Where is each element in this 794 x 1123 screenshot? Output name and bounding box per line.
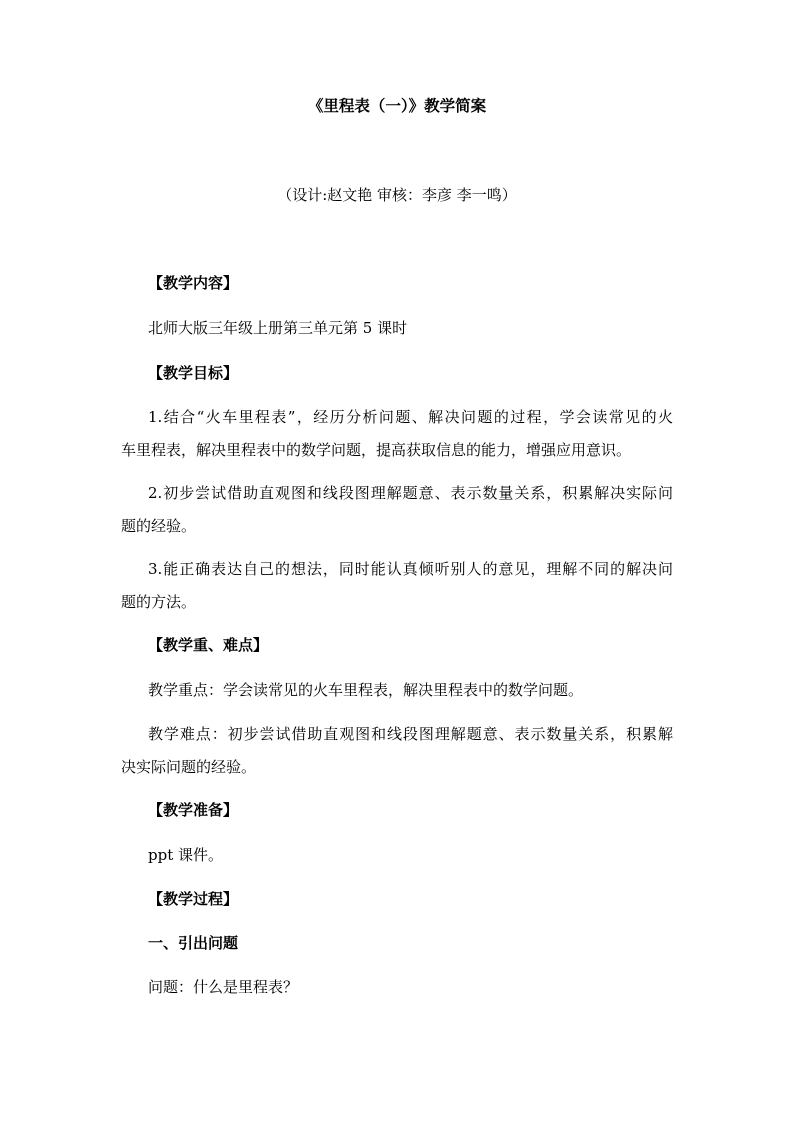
heading-teaching-process: 【教学过程】 <box>148 890 239 908</box>
goal-3-line-1: 3.能正确表达自己的想法，同时能认真倾听别人的意见，理解不同的解决问 <box>148 560 673 578</box>
goal-3-line-2: 题的方法。 <box>121 593 197 611</box>
heading-teaching-content: 【教学内容】 <box>148 274 239 292</box>
goal-2-line-2: 题的经验。 <box>121 517 197 535</box>
teaching-content-text: 北师大版三年级上册第三单元第 5 课时 <box>148 319 408 337</box>
heading-key-difficult-points: 【教学重、难点】 <box>148 636 269 654</box>
document-title: 《里程表（一）》教学简案 <box>307 96 487 115</box>
goal-1-line-2: 车里程表，解决里程表中的数学问题，提高获取信息的能力，增强应用意识。 <box>121 441 632 459</box>
goal-2-line-1: 2.初步尝试借助直观图和线段图理解题意、表示数量关系，积累解决实际问 <box>148 484 673 502</box>
process-step-1-heading: 一、引出问题 <box>148 934 239 952</box>
goal-1-line-1: 1.结合“火车里程表”，经历分析问题、解决问题的过程，学会读常见的火 <box>148 408 673 426</box>
key-point-text: 教学重点：学会读常见的火车里程表，解决里程表中的数学问题。 <box>148 681 584 699</box>
difficult-point-line-2: 决实际问题的经验。 <box>121 758 257 776</box>
document-byline: （设计:赵文艳 审核：李彦 李一鸣） <box>277 186 517 204</box>
difficult-point-line-1: 教学难点：初步尝试借助直观图和线段图理解题意、表示数量关系，积累解 <box>148 725 673 743</box>
heading-teaching-preparation: 【教学准备】 <box>148 801 239 819</box>
preparation-text: ppt 课件。 <box>148 846 224 864</box>
process-question-text: 问题：什么是里程表？ <box>148 978 299 996</box>
heading-teaching-goals: 【教学目标】 <box>148 364 239 382</box>
